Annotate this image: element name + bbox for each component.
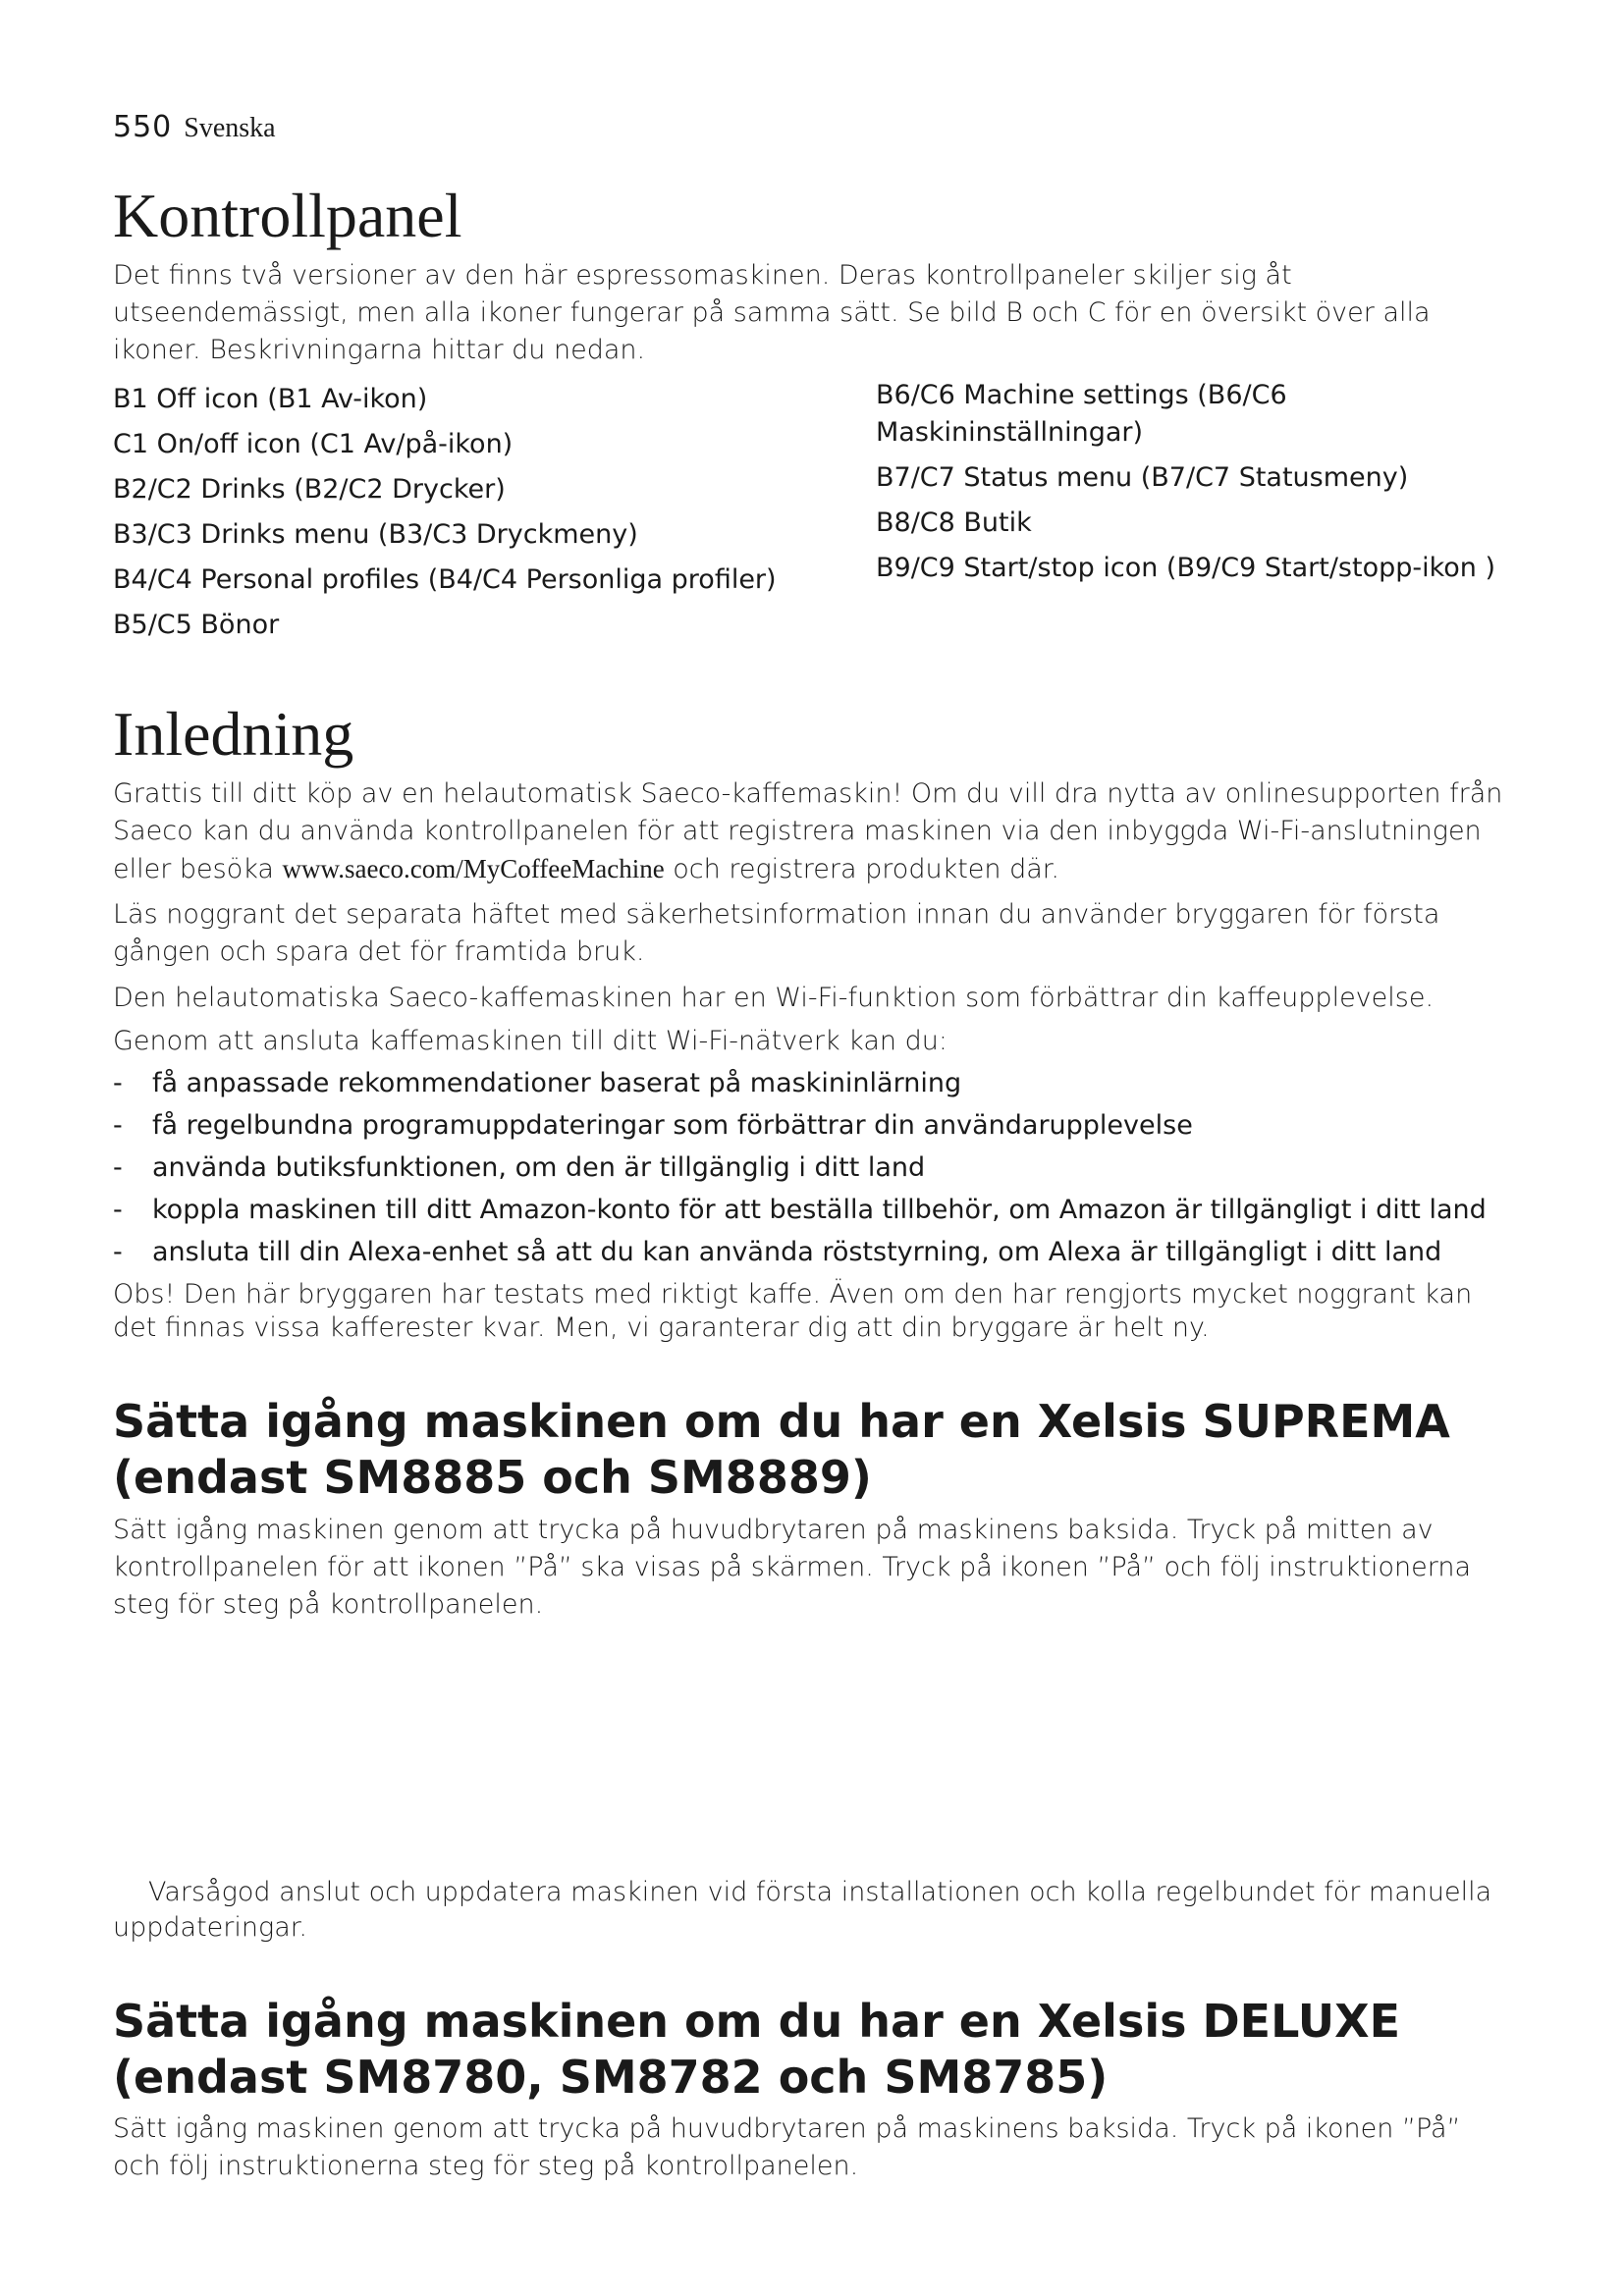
section-title-deluxe: Sätta igång maskinen om du har en Xelsis DELUXE (endast SM8780, SM8782 och SM8785) — [113, 1995, 1400, 2104]
icon-list-item: C1 On/off icon (C1 Av/på-ikon) — [113, 429, 514, 459]
website-link[interactable]: www.saeco.com/MyCoffeeMachine — [282, 854, 665, 883]
deluxe-body: Sätt igång maskinen genom att trycka på huvudbrytaren på maskinens baksida. Tryck på ikonen ”På” och följ instruktionerna steg för steg på kontrollpanelen. — [113, 2113, 1461, 2181]
inledning-paragraph-1: Grattis till ditt köp av en helautomatisk Saeco-kaffemaskin! Om du vill dra nytta av onlinesupporten från Saeco kan du använda kontrollpanelen för att registrera maskinen via den inbyggda Wi-Fi-anslutningen eller besöka www.saeco.com/MyCoffeeMachine och registrera produkten där. — [113, 778, 1503, 884]
list-item: - ansluta till din Alexa-enhet så att du kan använda röststyrning, om Alexa är tillgängligt i ditt land — [113, 1231, 1512, 1273]
section-title-kontrollpanel: Kontrollpanel — [113, 181, 462, 250]
suprema-tip: Varsågod anslut och uppdatera maskinen vid första installationen och kolla regelbundet för manuella uppdateringar. — [113, 1877, 1492, 1943]
icon-list-item: B1 Off icon (B1 Av-ikon) — [113, 384, 428, 414]
inledning-paragraph-4: Genom att ansluta kaffemaskinen till ditt Wi-Fi-nätverk kan du: — [113, 1026, 947, 1056]
icon-list-item: B4/C4 Personal profiles (B4/C4 Personliga profiler) — [113, 564, 777, 595]
page-header — [113, 110, 276, 144]
inledning-paragraph-2: Läs noggrant det separata häftet med säkerhetsinformation innan du använder bryggaren för första gången och spara det för framtida bruk. — [113, 899, 1440, 967]
inledning-note: Obs! Den här bryggaren har testats med riktigt kaffe. Även om den har rengjorts mycket noggrant kan det finnas vissa kafferester kvar. Men, vi garanterar dig att din bryggare är helt ny. — [113, 1279, 1473, 1343]
suprema-body: Sätt igång maskinen genom att trycka på huvudbrytaren på maskinens baksida. Tryck på mitten av kontrollpanelen för att ikonen ”På” ska visas på skärmen. Tryck på ikonen ”På” och följ instruktionerna steg för steg på kontrollpanelen. — [113, 1515, 1471, 1620]
icon-list-item: B3/C3 Drinks menu (B3/C3 Dryckmeny) — [113, 519, 638, 550]
wifi-benefits-list — [113, 1062, 1512, 1273]
icon-list-item: B5/C5 Bönor — [113, 610, 280, 640]
icon-list-right — [876, 377, 1524, 587]
section-title-suprema: Sätta igång maskinen om du har en Xelsis SUPREMA (endast SM8885 och SM8889) — [113, 1395, 1450, 1504]
icon-list-item: B2/C2 Drinks (B2/C2 Drycker) — [113, 474, 506, 505]
icon-list-item: Maskininställningar) — [876, 417, 1144, 448]
inledning-paragraph-3: Den helautomatiska Saeco-kaffemaskinen har en Wi-Fi-funktion som förbättrar din kaffeupplevelse. — [113, 983, 1435, 1013]
kontrollpanel-intro: Det finns två versioner av den här espressomaskinen. Deras kontrollpaneler skiljer sig åt utseendemässigt, men alla ikoner fungerar på samma sätt. Se bild B och C för en översikt över alla ikoner. Beskrivningarna hittar du nedan. — [113, 260, 1431, 365]
icon-list-item: B7/C7 Status menu (B7/C7 Statusmeny) — [876, 462, 1409, 493]
icon-list-item: B6/C6 Machine settings (B6/C6 — [876, 380, 1287, 410]
page-language: Svenska — [184, 113, 276, 143]
list-item: - koppla maskinen till ditt Amazon-konto för att beställa tillbehör, om Amazon är tillgängligt i ditt land — [113, 1189, 1512, 1231]
list-item: - använda butiksfunktionen, om den är tillgänglig i ditt land — [113, 1147, 1512, 1189]
icon-list-left — [113, 377, 859, 648]
section-title-inledning: Inledning — [113, 699, 354, 769]
list-item: - få anpassade rekommendationer baserat på maskininlärning — [113, 1062, 1512, 1104]
page-number: 550 — [113, 110, 173, 144]
list-item: - få regelbundna programuppdateringar som förbättrar din användarupplevelse — [113, 1104, 1512, 1147]
icon-list-item: B9/C9 Start/stop icon (B9/C9 Start/stopp-ikon ) — [876, 553, 1496, 583]
icon-list-item: B8/C8 Butik — [876, 507, 1032, 538]
